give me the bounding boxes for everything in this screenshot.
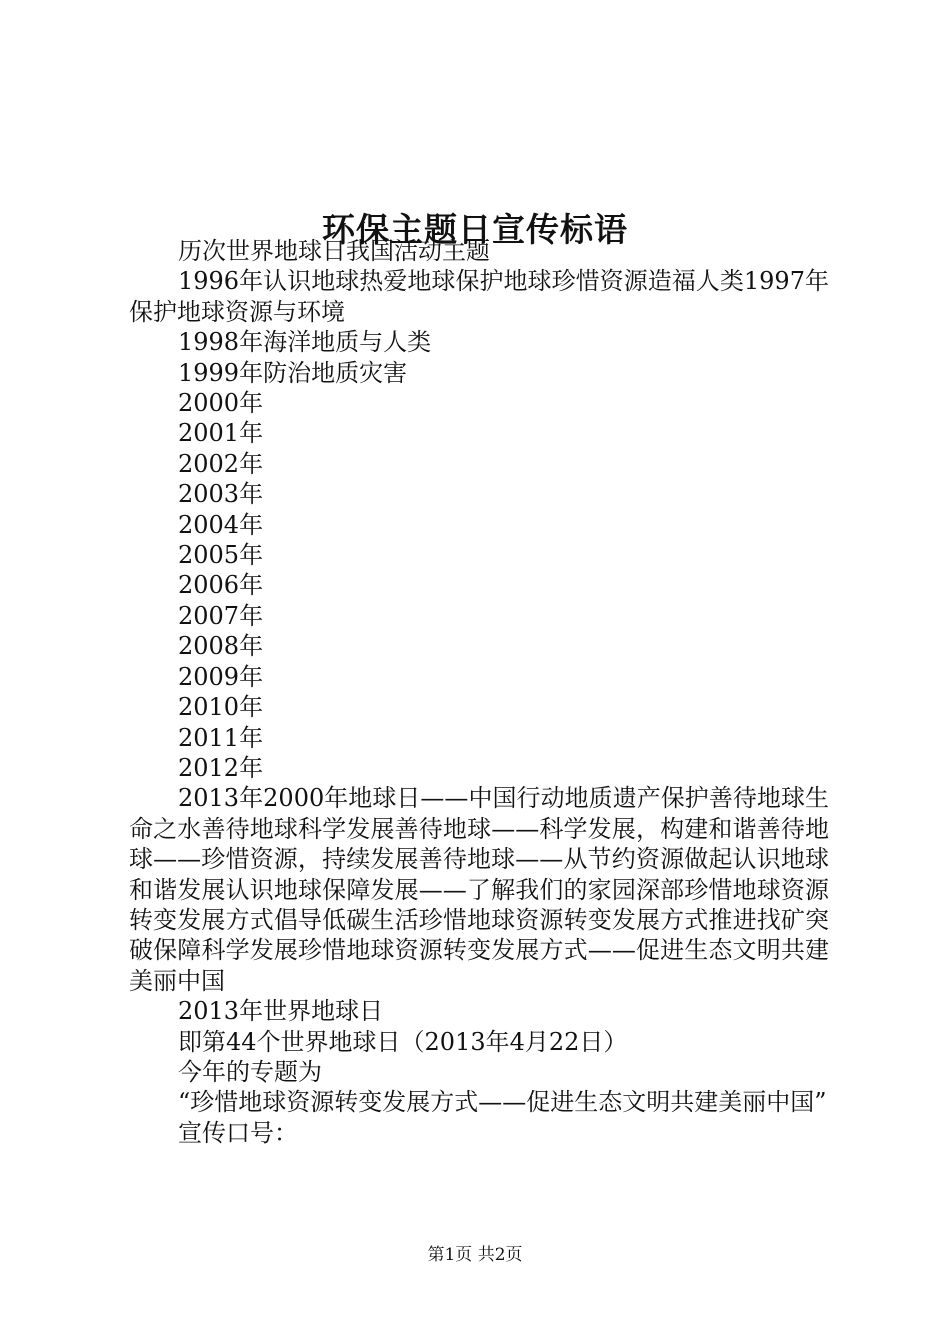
paragraph-22: “珍惜地球资源转变发展方式——促进生态文明共建美丽中国” <box>178 1088 827 1117</box>
paragraph-10: 2005年 <box>178 541 264 570</box>
paragraph-13: 2008年 <box>178 632 264 661</box>
paragraph-3: 1998年海洋地质与人类 <box>178 328 432 357</box>
paragraph-6: 2001年 <box>178 419 264 448</box>
paragraph-20: 即第44个世界地球日（2013年4月22日） <box>178 1027 628 1056</box>
paragraph-18: 2013年2000年地球日——中国行动地质遗产保护善待地球生命之水善待地球科学发展善待地球——科学发展，构建和谐善待地球——珍惜资源，持续发展善待地球——从节约资源做起认识地球和谐发展认识地球保障发展——了解我们的家园深部珍惜地球资源转变发展方式倡导低碳生活珍惜地球资源转变发展方式推进找矿突破保障科学发展珍惜地球资源转变发展方式——促进生态文明共建美丽中国 <box>129 784 829 995</box>
paragraph-19: 2013年世界地球日 <box>178 997 384 1026</box>
document-title: 环保主题日宣传标语 <box>322 210 628 250</box>
paragraph-15: 2010年 <box>178 693 264 722</box>
page-footer: 第1页 共2页 <box>427 1245 523 1265</box>
document-body <box>129 236 829 1148</box>
paragraph-9: 2004年 <box>178 510 264 539</box>
paragraph-7: 2002年 <box>178 449 264 478</box>
paragraph-2: 1996年认识地球热爱地球保护地球珍惜资源造福人类1997年保护地球资源与环境 <box>129 267 829 326</box>
paragraph-14: 2009年 <box>178 662 264 691</box>
paragraph-12: 2007年 <box>178 601 264 630</box>
paragraph-17: 2012年 <box>178 753 264 782</box>
paragraph-1: 历次世界地球日我国活动主题 <box>178 237 490 265</box>
paragraph-5: 2000年 <box>178 389 264 418</box>
paragraph-23: 宣传口号： <box>178 1118 298 1147</box>
paragraph-4: 1999年防治地质灾害 <box>178 358 408 387</box>
paragraph-11: 2006年 <box>178 571 264 600</box>
paragraph-8: 2003年 <box>178 480 264 509</box>
paragraph-21: 今年的专题为 <box>178 1057 322 1086</box>
paragraph-16: 2011年 <box>178 723 264 752</box>
